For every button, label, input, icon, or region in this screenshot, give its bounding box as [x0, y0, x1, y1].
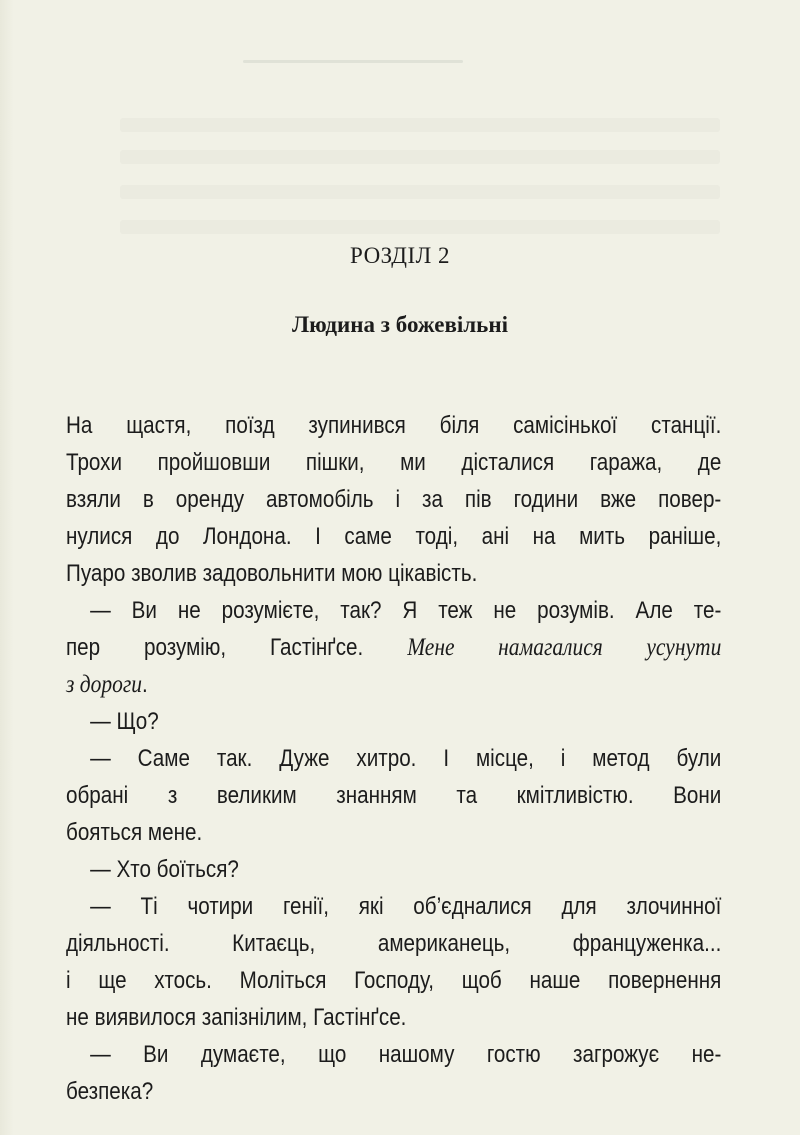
chapter-title: РОЗДІЛ 2: [350, 243, 450, 268]
bleed-through-text: [120, 150, 720, 164]
dialogue-line: — Ви не розумієте, так? Я теж не розумів. Але те-: [90, 597, 722, 624]
text-line: нулися до Лондона. І саме тоді, ані на мить раніше,: [66, 523, 722, 550]
bleed-through-text: [120, 220, 720, 234]
bleed-through-rule: [243, 60, 463, 63]
dialogue-line: — Що?: [90, 708, 159, 735]
dialogue-line: — Ви думаєте, що нашому гостю загрожує не-: [90, 1041, 722, 1068]
bleed-through-text: [120, 118, 720, 132]
text-line: діяльності. Китаєць, американець, француженка...: [66, 930, 722, 957]
body-text: [66, 407, 721, 1110]
chapter-subtitle: Людина з божевільні: [291, 312, 508, 337]
text-line: Пуаро зволив задовольнити мою цікавість.: [66, 560, 478, 587]
plain-text: пер розумію, Гастінґсе.: [66, 634, 408, 661]
text-line: бояться мене.: [66, 819, 203, 846]
text-line: і ще хтось. Моліться Господу, щоб наше повернення: [66, 967, 722, 994]
text-line: обрані з великим знанням та кмітливістю. Вони: [66, 782, 722, 809]
dialogue-line: — Хто боїться?: [90, 856, 239, 883]
text-line: Трохи пройшовши пішки, ми дісталися гаража, де: [66, 449, 722, 476]
text-line: [66, 629, 721, 666]
dialogue-line: — Саме так. Дуже хитро. І місце, і метод були: [90, 745, 722, 772]
bleed-through-text: [120, 185, 720, 199]
dialogue-line: — Ті чотири генії, які об’єдналися для злочинної: [90, 893, 722, 920]
text-line: взяли в оренду автомобіль і за пів години вже повер-: [66, 486, 722, 513]
text-line: не виявилося запізнілим, Гастінґсе.: [66, 1004, 407, 1031]
text-line: безпека?: [66, 1078, 154, 1105]
text-line: На щастя, поїзд зупинився біля самісінької станції.: [66, 412, 722, 439]
italic-text: Мене намагалися усунути: [407, 634, 722, 661]
plain-text: .: [142, 671, 148, 698]
text-line: [66, 666, 721, 703]
italic-text: з дороги: [66, 671, 143, 698]
